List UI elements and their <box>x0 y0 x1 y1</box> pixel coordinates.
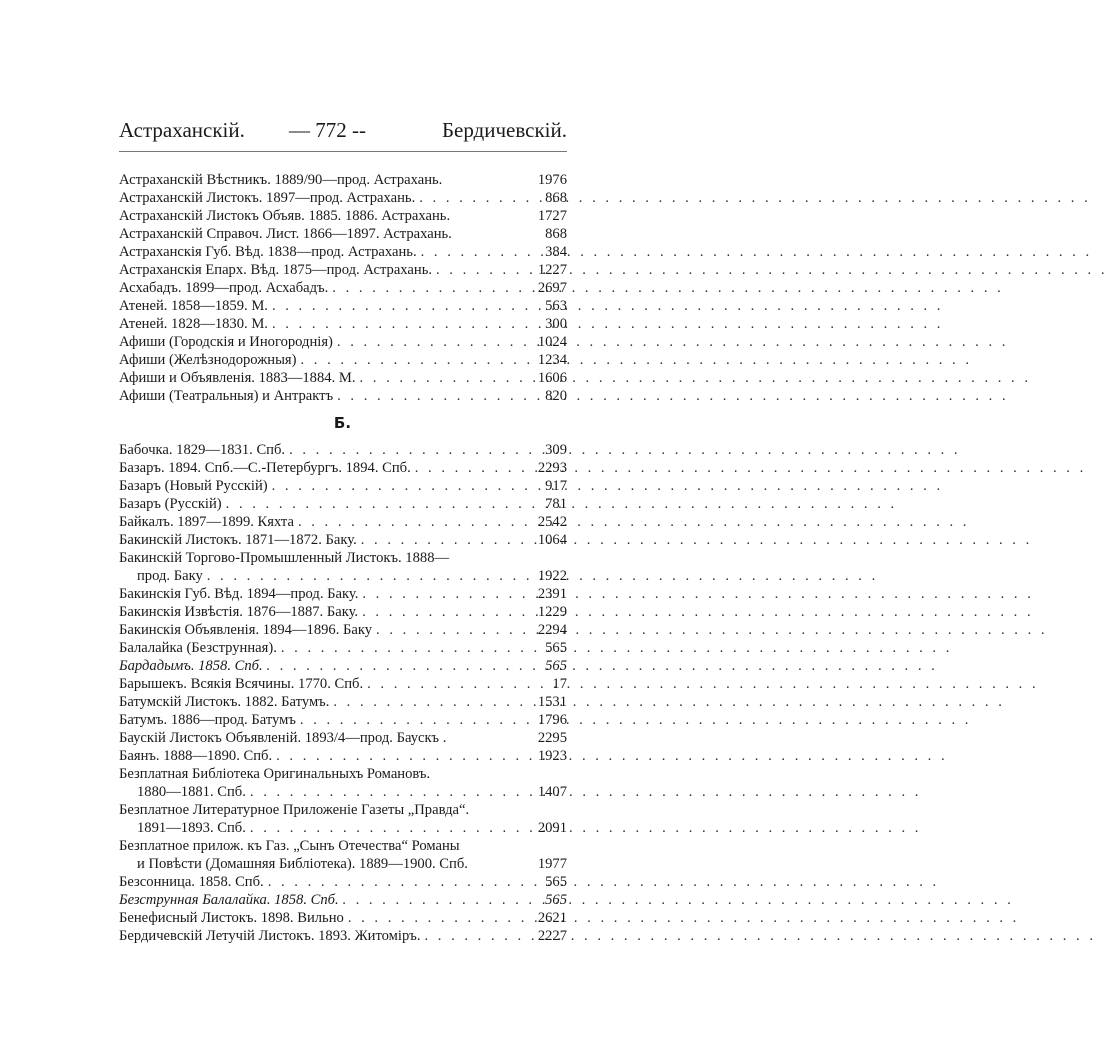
index-entry <box>119 837 567 855</box>
index-entry <box>119 225 567 243</box>
dot-leader <box>246 783 527 801</box>
entry-title: Бардадымъ. 1858. Спб. <box>119 658 263 674</box>
index-entry <box>119 531 567 549</box>
entry-title: 1880—1881. Спб. <box>137 784 246 800</box>
dot-leader <box>268 297 527 315</box>
entry-title: Бердичевскій Летучій Листокъ. 1893. Житоміръ. <box>119 928 421 944</box>
entry-number: 565 <box>545 658 567 674</box>
index-entry <box>119 171 567 189</box>
dot-leader <box>372 621 527 639</box>
dot-leader <box>356 369 528 387</box>
index-entry <box>119 441 567 459</box>
entry-title: Баускій Листокъ Объявленій. 1893/4—прод. Баускъ . <box>119 730 447 746</box>
index-entry <box>119 873 567 891</box>
entry-title: Бакинскія Извѣстія. 1876—1887. Баку. <box>119 604 359 620</box>
dot-leader <box>328 279 527 297</box>
entry-title: Базаръ (Новый Русскій) <box>119 478 268 494</box>
index-entry <box>119 315 567 333</box>
entry-number: 1531 <box>537 694 567 710</box>
index-entry <box>119 261 567 279</box>
index-entry <box>119 729 567 747</box>
entry-number: 1024 <box>537 334 567 350</box>
index-entry <box>119 477 567 495</box>
entry-number: 1922 <box>537 568 567 584</box>
entry-number: 2621 <box>537 910 567 926</box>
dot-leader <box>329 693 527 711</box>
entry-number: 565 <box>545 874 567 890</box>
entry-title: Асхабадъ. 1899—прод. Асхабадъ. <box>119 280 329 296</box>
index-entry <box>119 549 567 567</box>
entry-title: Бакинскій Листокъ. 1871—1872. Баку. <box>119 532 357 548</box>
entry-title: Бенефисный Листокъ. 1898. Вильно <box>119 910 344 926</box>
entry-title: Безплатная Библіотека Оригинальныхъ Романовъ. <box>119 766 431 782</box>
entry-number: 1977 <box>537 856 567 872</box>
entry-title: Безплатное прилож. къ Газ. „Сынъ Отечества“ Романы <box>119 838 460 854</box>
index-entry <box>119 585 567 603</box>
entry-title: Астраханскій Листокъ. 1897—прод. Астрахань. <box>119 190 416 206</box>
dot-leader <box>277 639 527 657</box>
index-entry <box>119 459 567 477</box>
entry-number: 2295 <box>537 730 567 746</box>
index-entry <box>119 567 567 585</box>
index-entry <box>119 495 567 513</box>
entry-title: и Повѣсти (Домашняя Библіотека). 1889—1900. Спб. <box>137 856 468 872</box>
dot-leader <box>272 747 527 765</box>
dot-leader <box>432 261 527 279</box>
entry-title: Байкалъ. 1897—1899. Кяхта <box>119 514 294 530</box>
entry-number: 565 <box>545 892 567 908</box>
index-entry <box>119 675 567 693</box>
entry-number: 781 <box>545 496 567 512</box>
index-entry <box>119 387 567 405</box>
entry-title: Баянъ. 1888—1890. Спб. <box>119 748 273 764</box>
index-entry <box>119 747 567 765</box>
entry-title: Афиши и Объявленія. 1883—1884. М. <box>119 370 356 386</box>
dot-leader <box>297 351 528 369</box>
index-entry <box>119 513 567 531</box>
entry-title: Атеней. 1858—1859. М. <box>119 298 268 314</box>
dot-leader <box>420 927 527 945</box>
entry-number: 2227 <box>537 928 567 944</box>
entry-number: 309 <box>545 442 567 458</box>
index-entry <box>119 189 567 207</box>
entry-number: 1234 <box>537 352 567 368</box>
entry-title: Батумскій Листокъ. 1882. Батумъ. <box>119 694 330 710</box>
entry-number: 2542 <box>537 514 567 530</box>
dot-leader <box>415 189 527 207</box>
section-b-list <box>119 441 567 945</box>
entry-title: Бакинскія Объявленія. 1894—1896. Баку <box>119 622 373 638</box>
index-entry <box>119 909 567 927</box>
entry-number: 2697 <box>537 280 567 296</box>
entry-number: 1976 <box>537 172 567 188</box>
entry-number: 563 <box>545 298 567 314</box>
dot-leader <box>417 243 527 261</box>
page-number: — 772 -- <box>289 118 366 142</box>
entry-number: 868 <box>545 190 567 206</box>
dot-leader <box>285 441 527 459</box>
dot-leader <box>333 387 527 405</box>
index-entry <box>119 693 567 711</box>
entry-number: 384 <box>545 244 567 260</box>
header-rule <box>119 151 567 152</box>
entry-number: 2091 <box>537 820 567 836</box>
entry-number: 300 <box>545 316 567 332</box>
entry-number: 565 <box>545 640 567 656</box>
entry-number: 2293 <box>537 460 567 476</box>
entry-number: 1407 <box>537 784 567 800</box>
section-a-list <box>119 171 567 405</box>
entry-title: Безплатное Литературное Приложеніе Газеты „Правда“. <box>119 802 470 818</box>
entry-number: 1227 <box>537 262 567 278</box>
entry-title: Балалайка (Безструнная). <box>119 640 277 656</box>
dot-leader <box>411 459 527 477</box>
index-entry <box>119 801 567 819</box>
entry-title: Бакинскій Торгово-Промышленный Листокъ. 1888— <box>119 550 450 566</box>
entry-number: 1923 <box>537 748 567 764</box>
dot-leader <box>339 891 527 909</box>
entry-title: Батумъ. 1886—прод. Батумъ <box>119 712 296 728</box>
entry-title: Атеней. 1828—1830. М. <box>119 316 268 332</box>
index-entry <box>119 783 567 801</box>
entry-number: 917 <box>545 478 567 494</box>
index-entry <box>119 891 567 909</box>
dot-leader <box>294 513 527 531</box>
entry-title: прод. Баку <box>137 568 203 584</box>
entry-title: Базаръ. 1894. Спб.—С.-Петербургъ. 1894. Спб. <box>119 460 411 476</box>
dot-leader <box>268 315 527 333</box>
index-entry <box>119 333 567 351</box>
entry-title: Афиши (Театральныя) и Антрактъ <box>119 388 334 404</box>
entry-title: Астраханскія Епарх. Вѣд. 1875—прод. Астрахань. <box>119 262 432 278</box>
index-entry <box>119 819 567 837</box>
entry-title: Бакинскія Губ. Вѣд. 1894—прод. Баку. <box>119 586 359 602</box>
entry-number: 1796 <box>537 712 567 728</box>
dot-leader <box>357 531 527 549</box>
entry-number: 2391 <box>537 586 567 602</box>
index-entry <box>119 927 567 945</box>
dot-leader <box>263 657 527 675</box>
entry-number: 820 <box>545 388 567 404</box>
index-entry <box>119 207 567 225</box>
header-right-word: Бердичевскій. <box>441 118 567 142</box>
dot-leader <box>358 603 527 621</box>
entry-title: Афиши (Городскія и Иногороднія) <box>119 334 333 350</box>
dot-leader <box>363 675 527 693</box>
entry-number: 1727 <box>537 208 567 224</box>
dot-leader <box>222 495 527 513</box>
entry-title: Астраханскія Губ. Вѣд. 1838—прод. Астрахань. <box>119 244 417 260</box>
dot-leader <box>246 819 527 837</box>
entry-number: 1606 <box>537 370 567 386</box>
index-entry <box>119 855 567 873</box>
dot-leader <box>333 333 527 351</box>
entry-title: Безструнная Балалайка. 1858. Спб. <box>119 892 339 908</box>
index-entry <box>119 657 567 675</box>
index-entry <box>119 711 567 729</box>
entry-title: Безсонница. 1858. Спб. <box>119 874 264 890</box>
entry-number: 2294 <box>537 622 567 638</box>
running-header <box>119 118 567 144</box>
index-entry <box>119 279 567 297</box>
entry-number: 1064 <box>537 532 567 548</box>
entry-number: 1229 <box>537 604 567 620</box>
entry-title: Астраханскій Вѣстникъ. 1889/90—прод. Астрахань. <box>119 172 443 188</box>
dot-leader <box>203 567 527 585</box>
entry-title: Барышекъ. Всякія Всячины. 1770. Спб. <box>119 676 364 692</box>
index-entry <box>119 621 567 639</box>
index-entry <box>119 369 567 387</box>
dot-leader <box>268 477 527 495</box>
entry-title: 1891—1893. Спб. <box>137 820 246 836</box>
index-entry <box>119 243 567 261</box>
entry-number: 17 <box>552 676 567 692</box>
entry-title: Астраханскій Листокъ Объяв. 1885. 1886. Астрахань. <box>119 208 451 224</box>
index-entry <box>119 603 567 621</box>
dot-leader <box>264 873 527 891</box>
entry-title: Базаръ (Русскій) <box>119 496 222 512</box>
index-entry <box>119 765 567 783</box>
index-entry <box>119 639 567 657</box>
index-entry <box>119 297 567 315</box>
index-entry <box>119 351 567 369</box>
entry-number: 868 <box>545 226 567 242</box>
entry-title: Астраханскій Справоч. Лист. 1866—1897. Астрахань. <box>119 226 452 242</box>
dot-leader <box>344 909 527 927</box>
entry-title: Афиши (Желѣзнодорожныя) <box>119 352 297 368</box>
entry-title: Бабочка. 1829—1831. Спб. <box>119 442 286 458</box>
dot-leader <box>358 585 527 603</box>
dot-leader <box>296 711 527 729</box>
section-letter: Б. <box>333 414 352 432</box>
header-left-word: Астраханскій. <box>119 118 245 142</box>
